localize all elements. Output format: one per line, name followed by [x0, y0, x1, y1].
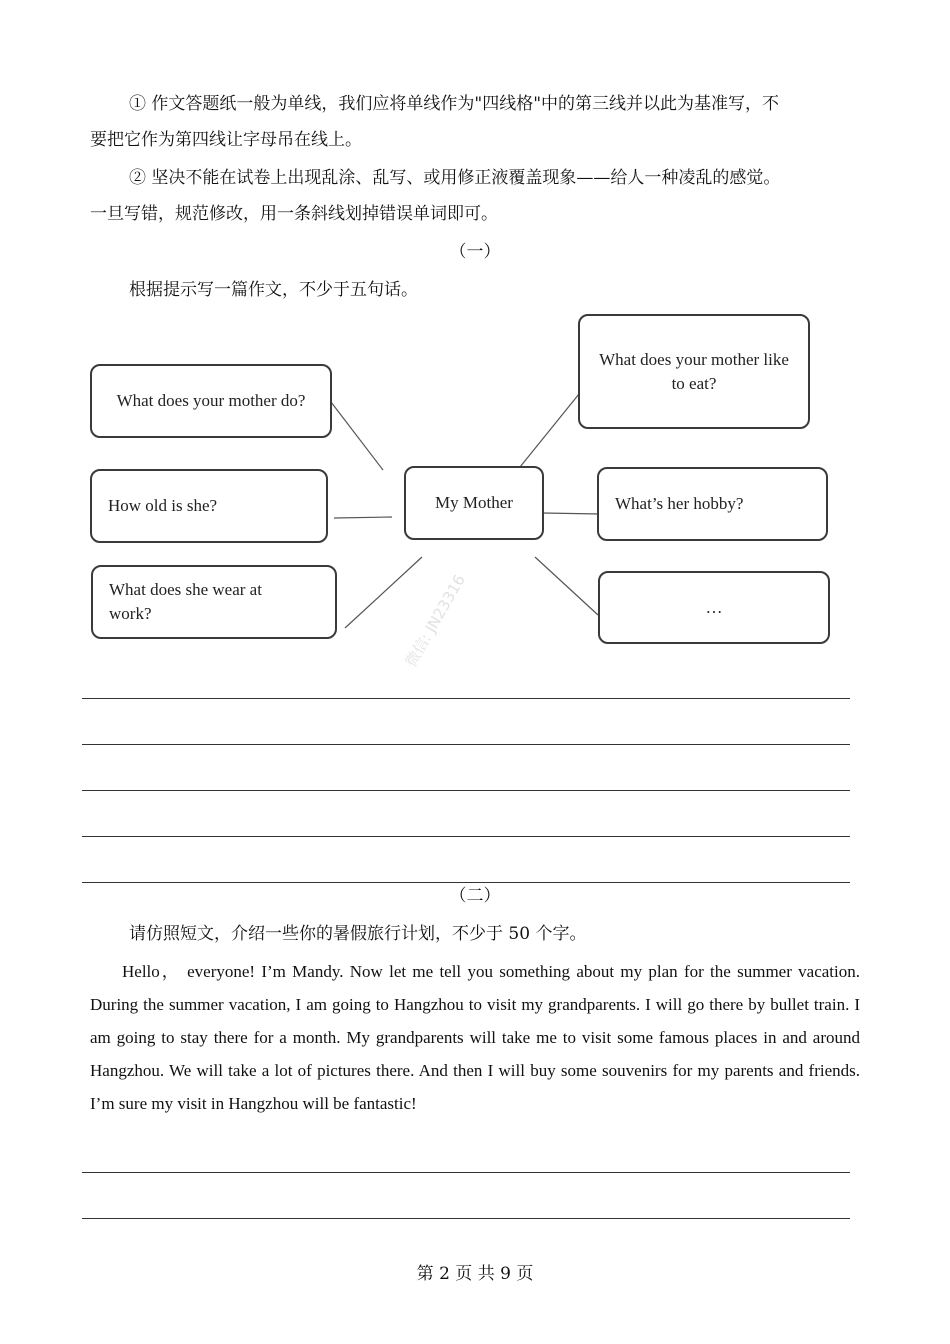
sample-passage-text: Hello， everyone! I’m Mandy. Now let me tell you something about my plan for the summer vacation. During the summer vacation, I am going to Hangzhou to visit my grandparents. I will go there by bullet train. I am going to stay there for a month. My grandparents will take me to visit some famous places in and around Hangzhou. We will take a lot of pictures there. And then I will buy some souvenirs for my parents and friends. I’m sure my visit in Hangzhou will be fantastic! — [90, 962, 860, 1113]
question-job-text: What does your mother do? — [116, 391, 306, 410]
answer-line[interactable] — [82, 698, 850, 699]
question-box-more — [598, 571, 830, 644]
tip1-line1: ① 作文答题纸一般为单线，我们应将单线作为"四线格"中的第三线并以此为基准写，不 — [129, 94, 780, 114]
answer-line[interactable] — [82, 790, 850, 791]
tip2-line2: 一旦写错，规范修改，用一条斜线划掉错误单词即可。 — [90, 204, 498, 224]
sample-passage — [90, 955, 860, 1120]
page-footer: 第 2 页 共 9 页 — [416, 1264, 534, 1284]
section2-instruction: 请仿照短文，介绍一些你的暑假旅行计划，不少于 50 个字。 — [129, 924, 587, 944]
tip1-line2: 要把它作为第四线让字母吊在线上。 — [90, 130, 362, 150]
answer-line[interactable] — [82, 1218, 850, 1219]
question-box-wear — [91, 565, 337, 639]
question-hobby-text: What’s her hobby? — [615, 494, 744, 513]
question-box-age — [90, 469, 328, 543]
center-box-my-mother — [404, 466, 544, 540]
section1-heading: （一） — [449, 242, 501, 262]
question-wear-text: What does she wear at work? — [109, 580, 262, 623]
section2-heading: （二） — [449, 886, 501, 906]
answer-line[interactable] — [82, 882, 850, 883]
center-topic-text: My Mother — [435, 493, 513, 512]
question-box-job — [90, 364, 332, 438]
answer-line[interactable] — [82, 836, 850, 837]
question-box-food — [578, 314, 810, 429]
section1-instruction: 根据提示写一篇作文，不少于五句话。 — [129, 280, 418, 300]
answer-line[interactable] — [82, 744, 850, 745]
question-box-hobby — [597, 467, 828, 541]
question-age-text: How old is she? — [108, 496, 218, 515]
question-more-text: … — [705, 597, 723, 617]
watermark: 微信: JN23316 — [401, 571, 469, 670]
tip2-line1: ② 坚决不能在试卷上出现乱涂、乱写、或用修正液覆盖现象——给人一种凌乱的感觉。 — [129, 168, 781, 188]
answer-line[interactable] — [82, 1172, 850, 1173]
question-food-text: What does your mother like to eat? — [599, 349, 789, 393]
